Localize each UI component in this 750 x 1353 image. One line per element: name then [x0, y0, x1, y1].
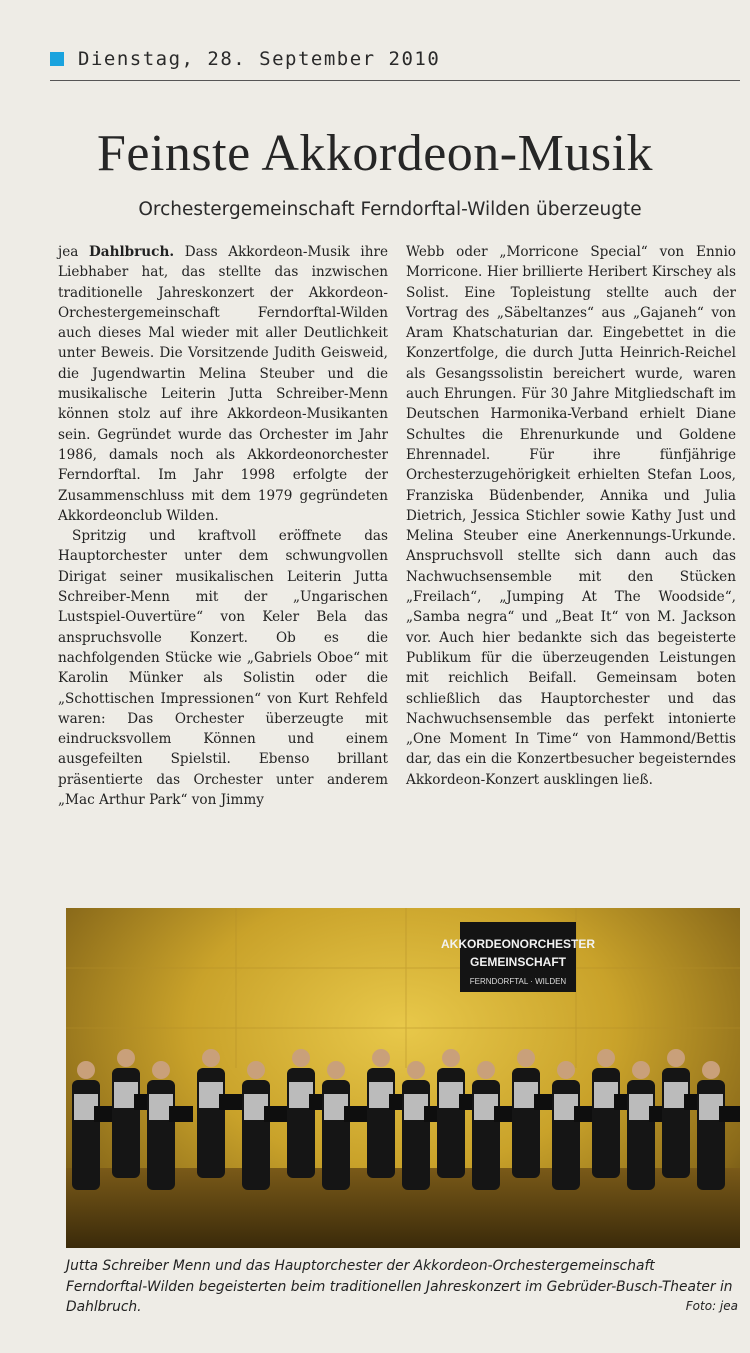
concert-photo	[66, 908, 740, 1248]
musician-figure	[512, 1049, 558, 1178]
musicians-group	[72, 1049, 740, 1190]
location-dateline: Dahlbruch.	[88, 244, 175, 260]
date-text: Dienstag, 28. September 2010	[78, 48, 441, 70]
article-column-right	[406, 242, 736, 790]
article-subhead: Orchestergemeinschaft Ferndorftal-Wilden überzeugte	[138, 199, 642, 220]
paragraph-1	[58, 242, 388, 526]
photo-caption: Jutta Schreiber Menn und das Hauptorchester der Akkordeon-Orchestergemeinschaft Ferndorftal-Wilden begeisterten beim traditionellen Jahreskonzert im Gebrüder-Busch-Theater in Dahlbruch.	[66, 1258, 733, 1315]
photo-credit: Foto: jea	[685, 1299, 738, 1313]
paragraph-1-text: Dass Akkordeon-Musik ihre Liebhaber hat, das stellte das inzwischen traditionelle Jahreskonzert der Akkordeon-Orchestergemeinschaft Ferndorftal-Wilden auch dieses Mal wieder mit aller Deutlichkeit unter Beweis. Die Vorsitzende Judith Geisweid, die Jugendwartin Melina Steuber und die musikalische Leiterin Jutta Schreiber-Menn können stolz auf ihre Akkordeon-Musikanten sein. Gegründet wurde das Orchester im Jahr 1986, damals noch als Akkordeonorchester Ferndorftal. Im Jahr 1998 erfolgte der Zusammenschluss mit dem 1979 gegründeten Akkordeonclub Wilden.	[58, 244, 388, 524]
article-headline: Feinste Akkordeon-Musik	[96, 125, 654, 182]
banner-line-3: FERNDORFTAL · WILDEN	[469, 977, 567, 986]
author-tag: jea	[58, 244, 89, 260]
header-rule	[50, 80, 740, 81]
concert-photo-illustration	[66, 908, 740, 1248]
orchestra-banner	[441, 922, 595, 992]
section-marker-icon	[50, 52, 64, 66]
banner-line-1: AKKORDEONORCHESTER	[440, 937, 596, 951]
paragraph-2: Spritzig und kraftvoll eröffnete das Hauptorchester unter dem schwungvollen Dirigat seiner musikalischen Leiterin Jutta Schreiber-Menn mit der „Ungarischen Lustspiel-Ouvertüre“ von Keler Bela das anspruchsvolle Konzert. Ob es die nachfolgenden Stücke wie „Gabriels Oboe“ mit Karolin Münker als Solistin oder die „Schottischen Impressionen“ von Kurt Rehfeld waren: Das Orchester überzeugte mit eindrucksvollem Können und einem ausgefeilten Spielstil. Ebenso brillant präsentierte das Orchester unter anderem „Mac Arthur Park“ von Jimmy	[58, 528, 388, 809]
dateline	[50, 48, 440, 70]
paragraph-3: Webb oder „Morricone Special“ von Ennio Morricone. Hier brillierte Heribert Kirschey als Solist. Eine Topleistung stellte auch der Vortrag des „Säbeltanzes“ aus „Gajaneh“ von Aram Khatschaturian dar. Eingebettet in die Konzertfolge, die durch Jutta Heinrich-Reichel als Gesangssolistin bereichert wurde, waren auch Ehrungen. Für 30 Jahre Mitgliedschaft im Deutschen Harmonika-Verband erhielt Diane Schultes die Ehrenurkunde und Goldene Ehrennadel. Für ihre fünfjährige Orchesterzugehörigkeit erhielten Stefan Loos, Franziska Büdenbender, Annika und Julia Dietrich, Jessica Stichler sowie Kathy Just und Melina Steuber eine Anerkennungs-Urkunde. Anspruchsvoll stellte sich dann auch das Nachwuchsensemble mit den Stücken „Freilach“, „Jumping At The Woodside“, „Samba negra“ und „Beat It“ von M. Jackson vor. Auch hier bedankte sich das begeisterte Publikum für die überzeugenden Leistungen mit reichlich Beifall. Gemeinsam boten schließlich das Hauptorchester und das Nachwuchsensemble das perfekt intonierte „One Moment In Time“ von Hammond/Bettis dar, das ein die Konzertbesucher begeisterndes Akkordeon-Konzert ausklingen ließ.	[406, 244, 736, 788]
musician-figure	[197, 1049, 243, 1178]
banner-line-2: GEMEINSCHAFT	[470, 955, 566, 969]
article-column-left	[58, 242, 388, 810]
